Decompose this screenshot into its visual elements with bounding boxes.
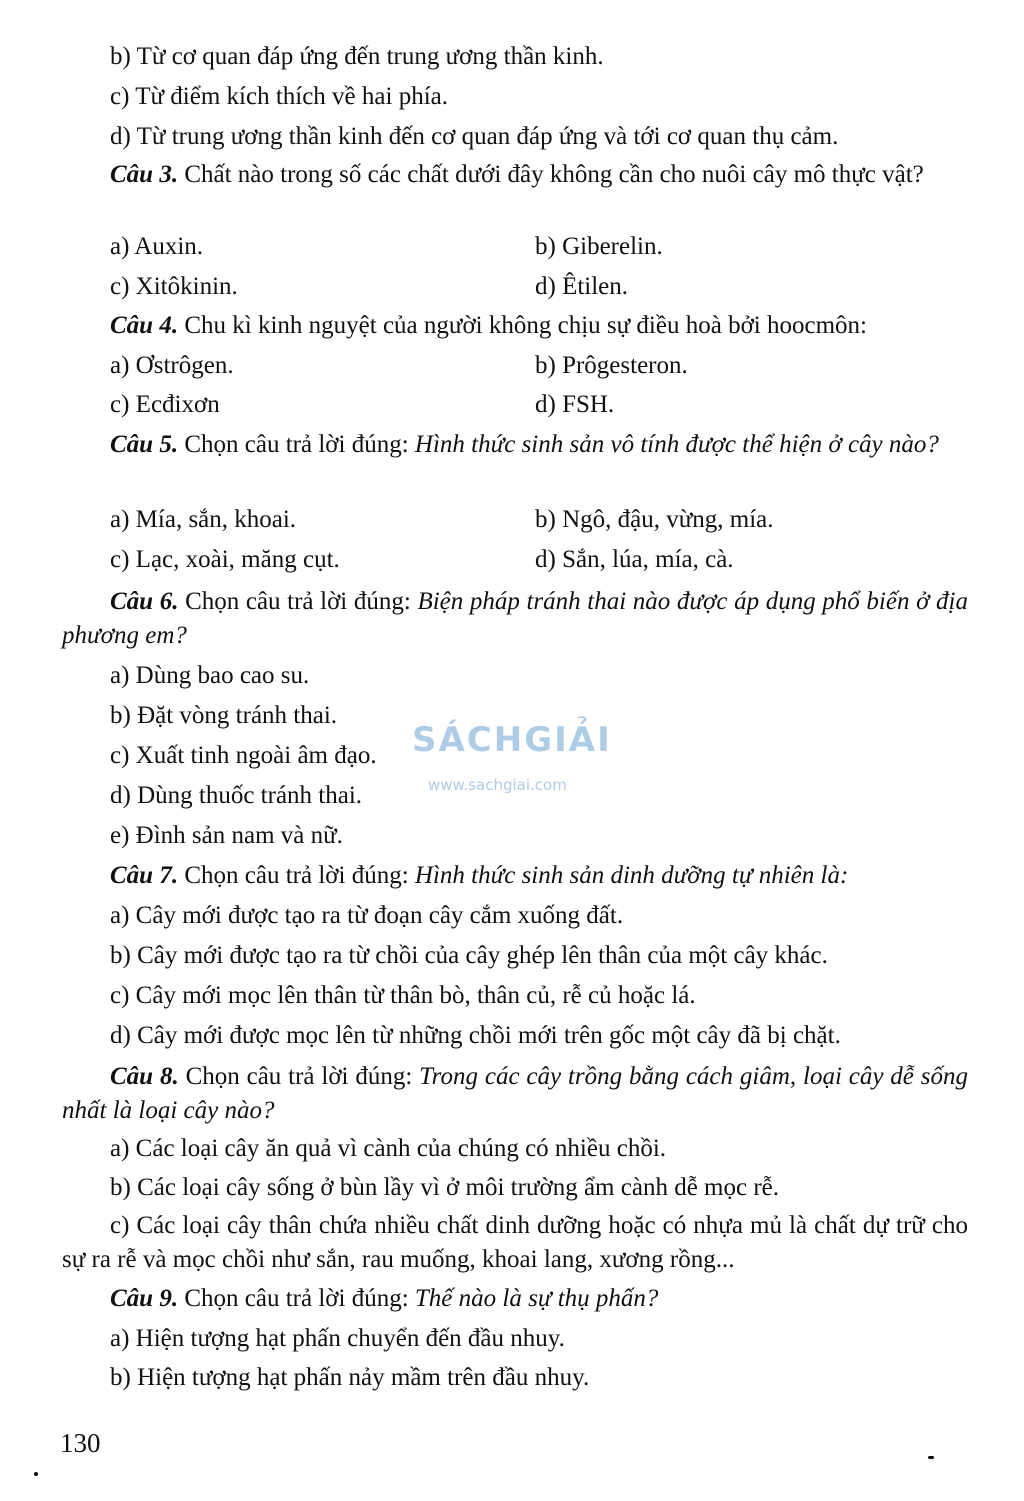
question-label: Câu 4. [110, 312, 179, 339]
question-label: Câu 8. [110, 1063, 179, 1090]
option-a: a) Auxin. [110, 233, 204, 260]
option-a: a) Ơstrôgen. [110, 352, 234, 379]
option-b: b) Các loại cây sống ở bùn lầy vì ở môi trường ẩm cành dễ mọc rễ. [110, 1174, 780, 1201]
option-c: c) Các loại cây thân chứa nhiều chất dinh dưỡng hoặc có nhựa mủ là chất dự trữ cho sự ra rễ và mọc chồi như sắn, rau muống, khoai lang, xương rồng... [62, 1212, 968, 1273]
question-lead: Chọn câu trả lời đúng: [178, 588, 418, 615]
answer-line: d) Từ trung ương thần kinh đến cơ quan đáp ứng và tới cơ quan thụ cảm. [110, 123, 839, 150]
option-a: a) Cây mới được tạo ra từ đoạn cây cắm xuống đất. [110, 902, 624, 929]
watermark [412, 702, 622, 802]
question-text: Trong các cây trồng bằng cách giâm, loại cây dễ sống nhất là loại cây nào? [62, 1063, 968, 1124]
option-a: a) Dùng bao cao su. [110, 662, 310, 689]
option-b: b) Cây mới được tạo ra từ chồi của cây ghép lên thân của một cây khác. [110, 942, 828, 969]
question-text: Hình thức sinh sản dinh dưỡng tự nhiên là: [414, 862, 849, 889]
question-4 [110, 311, 867, 341]
question-label: Câu 9. [110, 1285, 179, 1312]
question-label: Câu 7. [110, 862, 179, 889]
option-c: c) Lạc, xoài, măng cụt. [110, 546, 340, 573]
scan-speck [928, 1456, 934, 1459]
question-lead: Chọn câu trả lời đúng: [178, 1063, 420, 1090]
question-text: Chất nào trong số các chất dưới đây không cần cho nuôi cây mô thực vật? [178, 161, 924, 188]
question-lead: Chọn câu trả lời đúng: [178, 431, 415, 458]
option-d: d) Cây mới được mọc lên từ những chồi mới trên gốc một cây đã bị chặt. [110, 1022, 841, 1049]
option-b: b) Giberelin. [535, 233, 663, 260]
page-number: 130 [60, 1428, 101, 1458]
question-text: Chu kì kinh nguyệt của người không chịu sự điều hoà bởi hoocmôn: [178, 312, 867, 339]
option-d: d) FSH. [535, 391, 615, 418]
question-3 [62, 158, 968, 192]
option-e: e) Đình sản nam và nữ. [110, 822, 343, 849]
option-d: d) Êtilen. [535, 273, 629, 300]
option-a: a) Mía, sắn, khoai. [110, 506, 297, 533]
question-label: Câu 6. [110, 588, 179, 615]
question-lead: Chọn câu trả lời đúng: [178, 1285, 415, 1312]
option-c: c) Ecđixơn [110, 391, 220, 418]
question-text: Thế nào là sự thụ phấn? [414, 1285, 659, 1312]
scan-speck [34, 1472, 38, 1476]
question-label: Câu 5. [110, 431, 179, 458]
question-lead: Chọn câu trả lời đúng: [178, 862, 415, 889]
option-b: b) Đặt vòng tránh thai. [110, 702, 338, 729]
option-b: b) Ngô, đậu, vừng, mía. [535, 506, 774, 533]
question-6 [62, 585, 968, 653]
option-d: d) Sắn, lúa, mía, cà. [535, 546, 734, 573]
option-a: a) Các loại cây ăn quả vì cành của chúng có nhiều chồi. [110, 1135, 667, 1162]
question-5 [62, 428, 968, 462]
question-8 [62, 1060, 968, 1128]
watermark-url: www.sachgiai.com [428, 776, 567, 794]
answer-line: c) Từ điểm kích thích về hai phía. [110, 83, 448, 110]
option-d: d) Dùng thuốc tránh thai. [110, 782, 363, 809]
question-text: Biện pháp tránh thai nào được áp dụng phổ biến ở địa phương em? [62, 588, 968, 649]
option-b: b) Prôgesteron. [535, 352, 688, 379]
question-7 [110, 861, 848, 891]
question-text: Hình thức sinh sản vô tính được thể hiện ở cây nào? [414, 431, 939, 458]
answer-line: b) Từ cơ quan đáp ứng đến trung ương thần kinh. [110, 43, 604, 70]
option-c: c) Xitôkinin. [110, 273, 238, 300]
watermark-brand: SÁCHGIẢI [412, 720, 612, 760]
question-label: Câu 3. [110, 161, 179, 188]
option-c: c) Cây mới mọc lên thân từ thân bò, thân củ, rễ củ hoặc lá. [110, 982, 696, 1009]
question-9 [110, 1284, 658, 1314]
option-c: c) Xuất tinh ngoài âm đạo. [110, 742, 377, 769]
option-a: a) Hiện tượng hạt phấn chuyển đến đầu nhuy. [110, 1325, 565, 1352]
option-b: b) Hiện tượng hạt phấn nảy mầm trên đầu nhuy. [110, 1364, 590, 1391]
